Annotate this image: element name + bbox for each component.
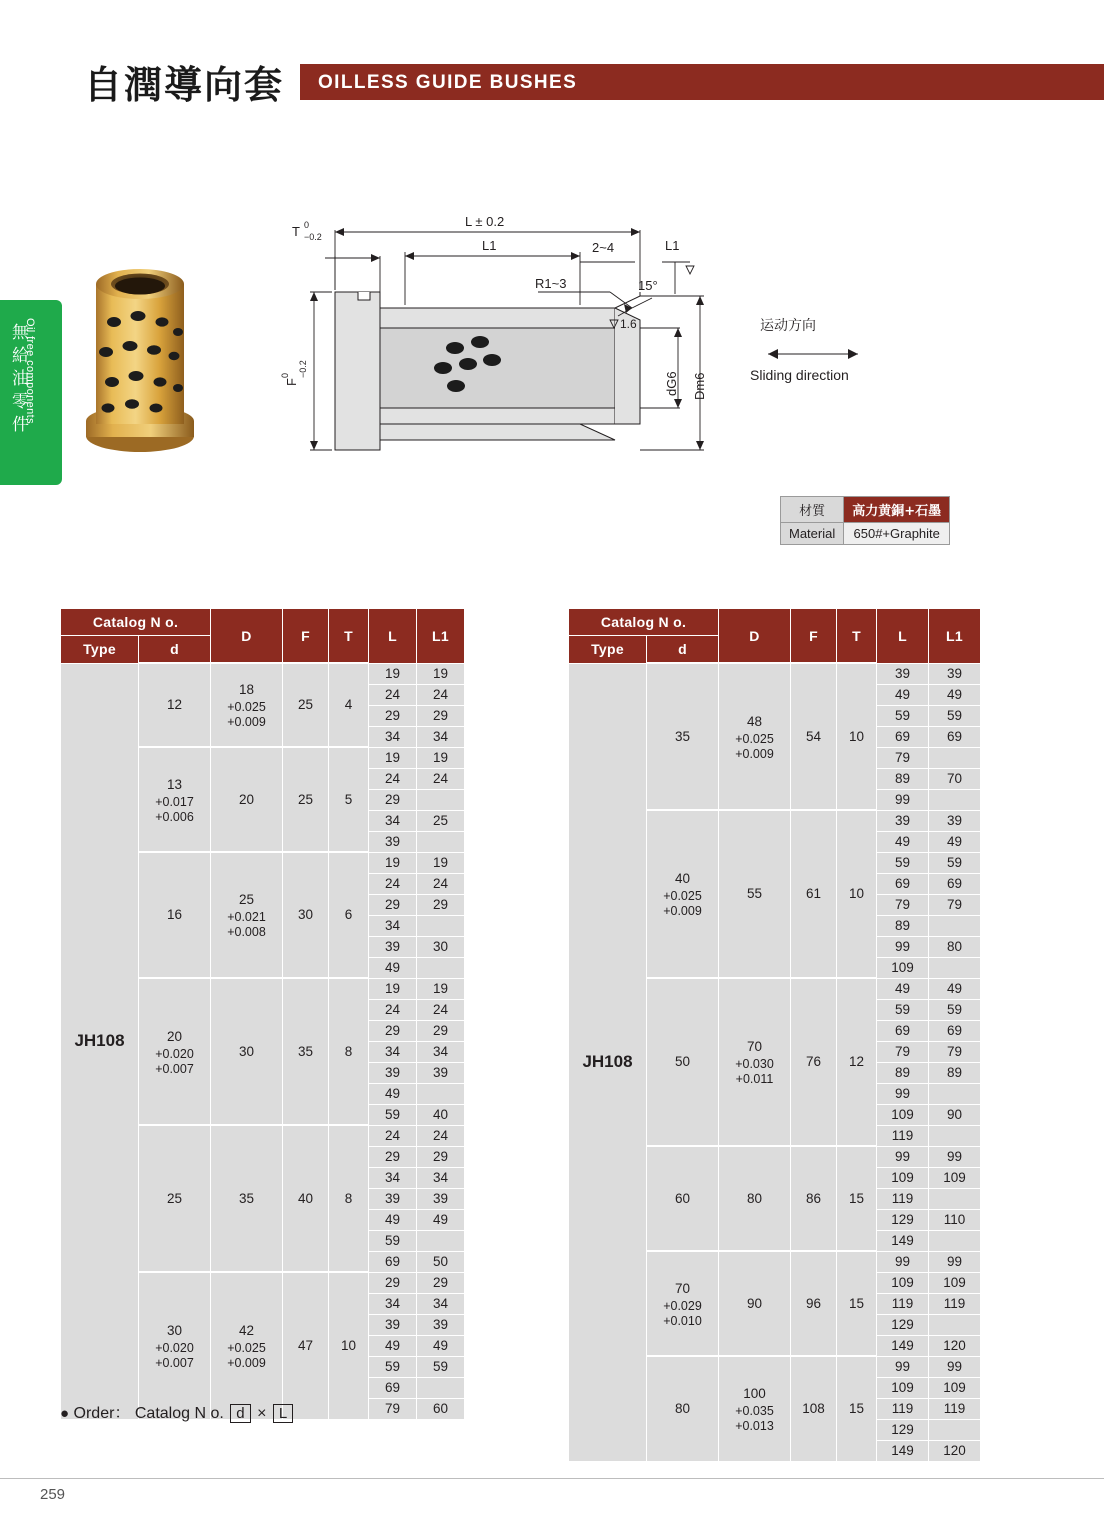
order-box-l: L: [273, 1404, 293, 1423]
material-table: [780, 496, 950, 545]
cell-L1: 70: [929, 768, 981, 789]
order-line: [60, 1400, 295, 1423]
page-header: [0, 56, 1104, 107]
cell-L: 59: [369, 1230, 417, 1251]
cell-L1: 39: [417, 1188, 465, 1209]
cell-L: 29: [369, 705, 417, 726]
cell-L1: 110: [929, 1209, 981, 1230]
header-catalog: Catalog N o.: [569, 609, 719, 636]
cell-L: 129: [877, 1314, 929, 1335]
cell-L: 24: [369, 768, 417, 789]
cell-L: 49: [369, 1335, 417, 1356]
cell-L1: 49: [417, 1209, 465, 1230]
cell-L1: [417, 1083, 465, 1104]
footer-divider: [0, 1478, 1104, 1479]
dim-l1: L1: [482, 238, 497, 253]
cell-L1: 89: [929, 1062, 981, 1083]
cell-L: 59: [877, 999, 929, 1020]
cell-L1: [929, 1188, 981, 1209]
cell-L: 39: [877, 663, 929, 684]
material-value-en: 650#+Graphite: [844, 523, 950, 545]
cell-L: 34: [369, 1167, 417, 1188]
cell-L1: 34: [417, 1167, 465, 1188]
cell-d: 13 +0.017 +0.006: [139, 747, 211, 852]
cell-L: 129: [877, 1209, 929, 1230]
material-label-en: Material: [781, 523, 844, 545]
cell-L: 129: [877, 1419, 929, 1440]
cell-L1: 69: [929, 726, 981, 747]
cell-L1: 50: [417, 1251, 465, 1272]
cell-L1: [929, 747, 981, 768]
cell-L: 109: [877, 1272, 929, 1293]
side-tab-label-cn: 無給油零件: [12, 323, 29, 435]
cell-D: 90: [719, 1251, 791, 1356]
product-photo: [78, 236, 264, 468]
cell-L: 79: [877, 894, 929, 915]
cell-L1: 109: [929, 1377, 981, 1398]
cell-T: 15: [837, 1146, 877, 1251]
material-label-cn: 材質: [781, 497, 844, 523]
dim-dm6: Dm6: [692, 372, 707, 400]
cell-D: 55: [719, 810, 791, 978]
header-type: Type: [569, 636, 647, 664]
dim-f-tol-bot: −0.2: [298, 360, 308, 378]
cell-L1: 19: [417, 852, 465, 873]
cell-T: 8: [329, 978, 369, 1125]
cell-T: 15: [837, 1251, 877, 1356]
cell-L: 109: [877, 1377, 929, 1398]
cell-L: 59: [369, 1356, 417, 1377]
header-T: T: [329, 609, 369, 664]
cell-L: 69: [369, 1377, 417, 1398]
cell-L: 79: [877, 747, 929, 768]
cell-L1: 39: [929, 810, 981, 831]
cell-L: 149: [877, 1230, 929, 1251]
cell-L1: 69: [929, 873, 981, 894]
cell-L1: [417, 957, 465, 978]
table-row: [569, 663, 981, 684]
cell-L: 24: [369, 1125, 417, 1146]
cell-L: 39: [369, 831, 417, 852]
cell-L: 69: [877, 1020, 929, 1041]
dim-f-tol-top: 0: [280, 372, 290, 378]
cell-L: 34: [369, 726, 417, 747]
cell-L1: [417, 789, 465, 810]
cell-L: 69: [877, 726, 929, 747]
cell-d: 40 +0.025 +0.009: [647, 810, 719, 978]
cell-L: 79: [877, 1041, 929, 1062]
cell-D: 18 +0.025 +0.009: [211, 663, 283, 747]
cell-F: 47: [283, 1272, 329, 1419]
dim-f: F: [284, 378, 299, 386]
cell-L1: 59: [929, 852, 981, 873]
page-title-bar: [300, 64, 1104, 100]
header-L1: L1: [929, 609, 981, 664]
material-value-cn: 高力黄銅+石墨: [844, 497, 950, 523]
cell-L1: 29: [417, 705, 465, 726]
cell-L1: 59: [929, 999, 981, 1020]
cell-L1: 29: [417, 894, 465, 915]
cell-L1: [929, 1125, 981, 1146]
cell-L: 29: [369, 1146, 417, 1167]
dim-radius: R1~3: [535, 276, 567, 291]
cell-L: 119: [877, 1293, 929, 1314]
cell-L: 99: [877, 1356, 929, 1377]
cell-L: 119: [877, 1125, 929, 1146]
side-tab-label-en: Oil free components: [24, 318, 36, 425]
order-bullet: ●: [60, 1405, 70, 1422]
cell-D: 42 +0.025 +0.009: [211, 1272, 283, 1419]
cell-d: 16: [139, 852, 211, 978]
header-L: L: [369, 609, 417, 664]
cell-L: 34: [369, 810, 417, 831]
cell-type: JH108: [61, 663, 139, 1419]
cell-L1: 109: [929, 1167, 981, 1188]
cell-L: 59: [877, 852, 929, 873]
cell-L: 49: [369, 1209, 417, 1230]
header-F: F: [283, 609, 329, 664]
cell-L: 19: [369, 852, 417, 873]
cell-L1: 59: [417, 1356, 465, 1377]
cell-L1: 19: [417, 978, 465, 999]
cell-L: 24: [369, 684, 417, 705]
cell-D: 20: [211, 747, 283, 852]
cell-T: 10: [329, 1272, 369, 1419]
cell-d: 50: [647, 978, 719, 1146]
table-row: [61, 663, 465, 684]
cell-L: 34: [369, 1293, 417, 1314]
cell-L1: [929, 1230, 981, 1251]
cell-D: 100 +0.035 +0.013: [719, 1356, 791, 1461]
cell-L: 149: [877, 1335, 929, 1356]
order-label: Order：: [73, 1405, 131, 1422]
cell-L: 34: [369, 915, 417, 936]
cell-F: 61: [791, 810, 837, 978]
cell-d: 60: [647, 1146, 719, 1251]
cell-L1: 30: [417, 936, 465, 957]
cell-L1: 90: [929, 1104, 981, 1125]
cell-T: 5: [329, 747, 369, 852]
cell-d: 20 +0.020 +0.007: [139, 978, 211, 1125]
dim-roughness: 1.6: [620, 317, 637, 331]
cell-L: 39: [369, 1188, 417, 1209]
order-box-d: d: [230, 1404, 250, 1423]
cell-L1: 24: [417, 873, 465, 894]
header-D: D: [211, 609, 283, 664]
cell-L1: 49: [929, 978, 981, 999]
cell-L: 99: [877, 1251, 929, 1272]
cell-L1: [929, 1083, 981, 1104]
header-L: L: [877, 609, 929, 664]
page-title-cn: 自潤導向套: [84, 63, 285, 107]
cell-L: 24: [369, 999, 417, 1020]
cell-L1: 19: [417, 747, 465, 768]
cell-L: 39: [369, 1062, 417, 1083]
cell-L1: 49: [929, 831, 981, 852]
cell-D: 48 +0.025 +0.009: [719, 663, 791, 810]
cell-L: 49: [877, 978, 929, 999]
cell-L1: [417, 1377, 465, 1398]
cell-L1: 29: [417, 1020, 465, 1041]
cell-L: 99: [877, 936, 929, 957]
cell-L1: 40: [417, 1104, 465, 1125]
cell-L1: [417, 831, 465, 852]
header-d: d: [139, 636, 211, 664]
cell-L1: 119: [929, 1398, 981, 1419]
direction-label-cn: 运动方向: [760, 318, 816, 334]
cell-L: 29: [369, 789, 417, 810]
header-T: T: [837, 609, 877, 664]
side-tab: [0, 300, 62, 485]
cell-L: 89: [877, 768, 929, 789]
dim-t-tol-top: 0: [304, 220, 310, 230]
cell-type: JH108: [569, 663, 647, 1461]
dim-chamfer: 2~4: [592, 240, 615, 255]
cell-L: 59: [369, 1104, 417, 1125]
header-type: Type: [61, 636, 139, 664]
cell-D: 35: [211, 1125, 283, 1272]
cell-L1: 19: [417, 663, 465, 684]
cell-L1: 24: [417, 999, 465, 1020]
cell-L1: [929, 915, 981, 936]
cell-D: 70 +0.030 +0.011: [719, 978, 791, 1146]
cell-L: 69: [877, 873, 929, 894]
cell-L: 49: [369, 957, 417, 978]
cell-L1: 49: [929, 684, 981, 705]
cell-d: 12: [139, 663, 211, 747]
cell-L: 109: [877, 1104, 929, 1125]
cell-L1: 34: [417, 726, 465, 747]
cell-L1: 60: [417, 1398, 465, 1419]
cell-F: 40: [283, 1125, 329, 1272]
cell-L1: 29: [417, 1146, 465, 1167]
cell-L1: [929, 1314, 981, 1335]
dim-total-length: L ± 0.2: [465, 214, 505, 229]
cell-D: 80: [719, 1146, 791, 1251]
cell-F: 25: [283, 747, 329, 852]
cell-d: 30 +0.020 +0.007: [139, 1272, 211, 1419]
cell-L: 39: [877, 810, 929, 831]
cell-F: 108: [791, 1356, 837, 1461]
cell-F: 86: [791, 1146, 837, 1251]
cell-L1: 59: [929, 705, 981, 726]
cell-L: 34: [369, 1041, 417, 1062]
cell-L1: 69: [929, 1020, 981, 1041]
cell-L: 49: [877, 684, 929, 705]
order-catalog: Catalog N o.: [134, 1405, 224, 1422]
cell-L: 49: [877, 831, 929, 852]
cell-L: 39: [369, 936, 417, 957]
cell-L1: 34: [417, 1293, 465, 1314]
cell-D: 30: [211, 978, 283, 1125]
dim-angle: 15°: [638, 278, 658, 293]
cell-L1: [929, 957, 981, 978]
dim-small-l1: L1: [665, 238, 680, 253]
cell-L: 99: [877, 789, 929, 810]
cell-L: 99: [877, 1146, 929, 1167]
cell-F: 35: [283, 978, 329, 1125]
cell-L: 19: [369, 747, 417, 768]
cell-L1: 24: [417, 768, 465, 789]
cell-d: 70 +0.029 +0.010: [647, 1251, 719, 1356]
cell-L1: 79: [929, 1041, 981, 1062]
cell-L1: 24: [417, 684, 465, 705]
cell-L1: [417, 1230, 465, 1251]
cell-L1: 79: [929, 894, 981, 915]
cell-L1: 25: [417, 810, 465, 831]
cell-T: 12: [837, 978, 877, 1146]
dim-t: T: [292, 224, 300, 239]
cell-L1: 49: [417, 1335, 465, 1356]
cell-L: 19: [369, 663, 417, 684]
cell-L: 29: [369, 894, 417, 915]
cell-L1: 119: [929, 1293, 981, 1314]
technical-drawing: [280, 200, 940, 470]
spec-table-right: [568, 608, 981, 1462]
cell-L: 24: [369, 873, 417, 894]
cell-F: 30: [283, 852, 329, 978]
cell-F: 96: [791, 1251, 837, 1356]
cell-L1: 24: [417, 1125, 465, 1146]
cell-L1: 39: [929, 663, 981, 684]
header-L1: L1: [417, 609, 465, 664]
cell-L: 109: [877, 1167, 929, 1188]
header-d: d: [647, 636, 719, 664]
cell-L1: 34: [417, 1041, 465, 1062]
cell-L1: 99: [929, 1251, 981, 1272]
cell-F: 76: [791, 978, 837, 1146]
order-times: ×: [257, 1405, 267, 1422]
cell-L1: 39: [417, 1062, 465, 1083]
direction-label-en: Sliding direction: [750, 367, 849, 383]
cell-L1: 80: [929, 936, 981, 957]
cell-L1: [929, 1419, 981, 1440]
cell-L: 99: [877, 1083, 929, 1104]
cell-L1: [929, 789, 981, 810]
dim-t-tol-bot: −0.2: [304, 232, 322, 242]
cell-F: 54: [791, 663, 837, 810]
cell-L: 19: [369, 978, 417, 999]
cell-L: 59: [877, 705, 929, 726]
cell-T: 10: [837, 810, 877, 978]
cell-T: 15: [837, 1356, 877, 1461]
cell-L: 49: [369, 1083, 417, 1104]
cell-L1: 29: [417, 1272, 465, 1293]
cell-L: 89: [877, 1062, 929, 1083]
cell-L1: 120: [929, 1440, 981, 1461]
cell-L1: [417, 915, 465, 936]
cell-T: 8: [329, 1125, 369, 1272]
cell-T: 6: [329, 852, 369, 978]
cell-L1: 120: [929, 1335, 981, 1356]
page-title-en: OILLESS GUIDE BUSHES: [318, 72, 578, 93]
cell-L: 89: [877, 915, 929, 936]
spec-table-left: [60, 608, 465, 1420]
header-F: F: [791, 609, 837, 664]
cell-d: 25: [139, 1125, 211, 1272]
cell-L1: 99: [929, 1356, 981, 1377]
cell-d: 80: [647, 1356, 719, 1461]
cell-T: 4: [329, 663, 369, 747]
cell-L: 29: [369, 1020, 417, 1041]
cell-L: 119: [877, 1398, 929, 1419]
cell-L: 79: [369, 1398, 417, 1419]
cell-d: 35: [647, 663, 719, 810]
cell-L: 109: [877, 957, 929, 978]
cell-F: 25: [283, 663, 329, 747]
cell-T: 10: [837, 663, 877, 810]
cell-L1: 39: [417, 1314, 465, 1335]
cell-L: 149: [877, 1440, 929, 1461]
cell-L1: 109: [929, 1272, 981, 1293]
cell-L: 69: [369, 1251, 417, 1272]
header-D: D: [719, 609, 791, 664]
cell-D: 25 +0.021 +0.008: [211, 852, 283, 978]
cell-L: 119: [877, 1188, 929, 1209]
dim-dg6: dG6: [664, 371, 679, 396]
header-catalog: Catalog N o.: [61, 609, 211, 636]
cell-L1: 99: [929, 1146, 981, 1167]
page-number: 259: [40, 1486, 66, 1503]
cell-L: 29: [369, 1272, 417, 1293]
cell-L: 39: [369, 1314, 417, 1335]
